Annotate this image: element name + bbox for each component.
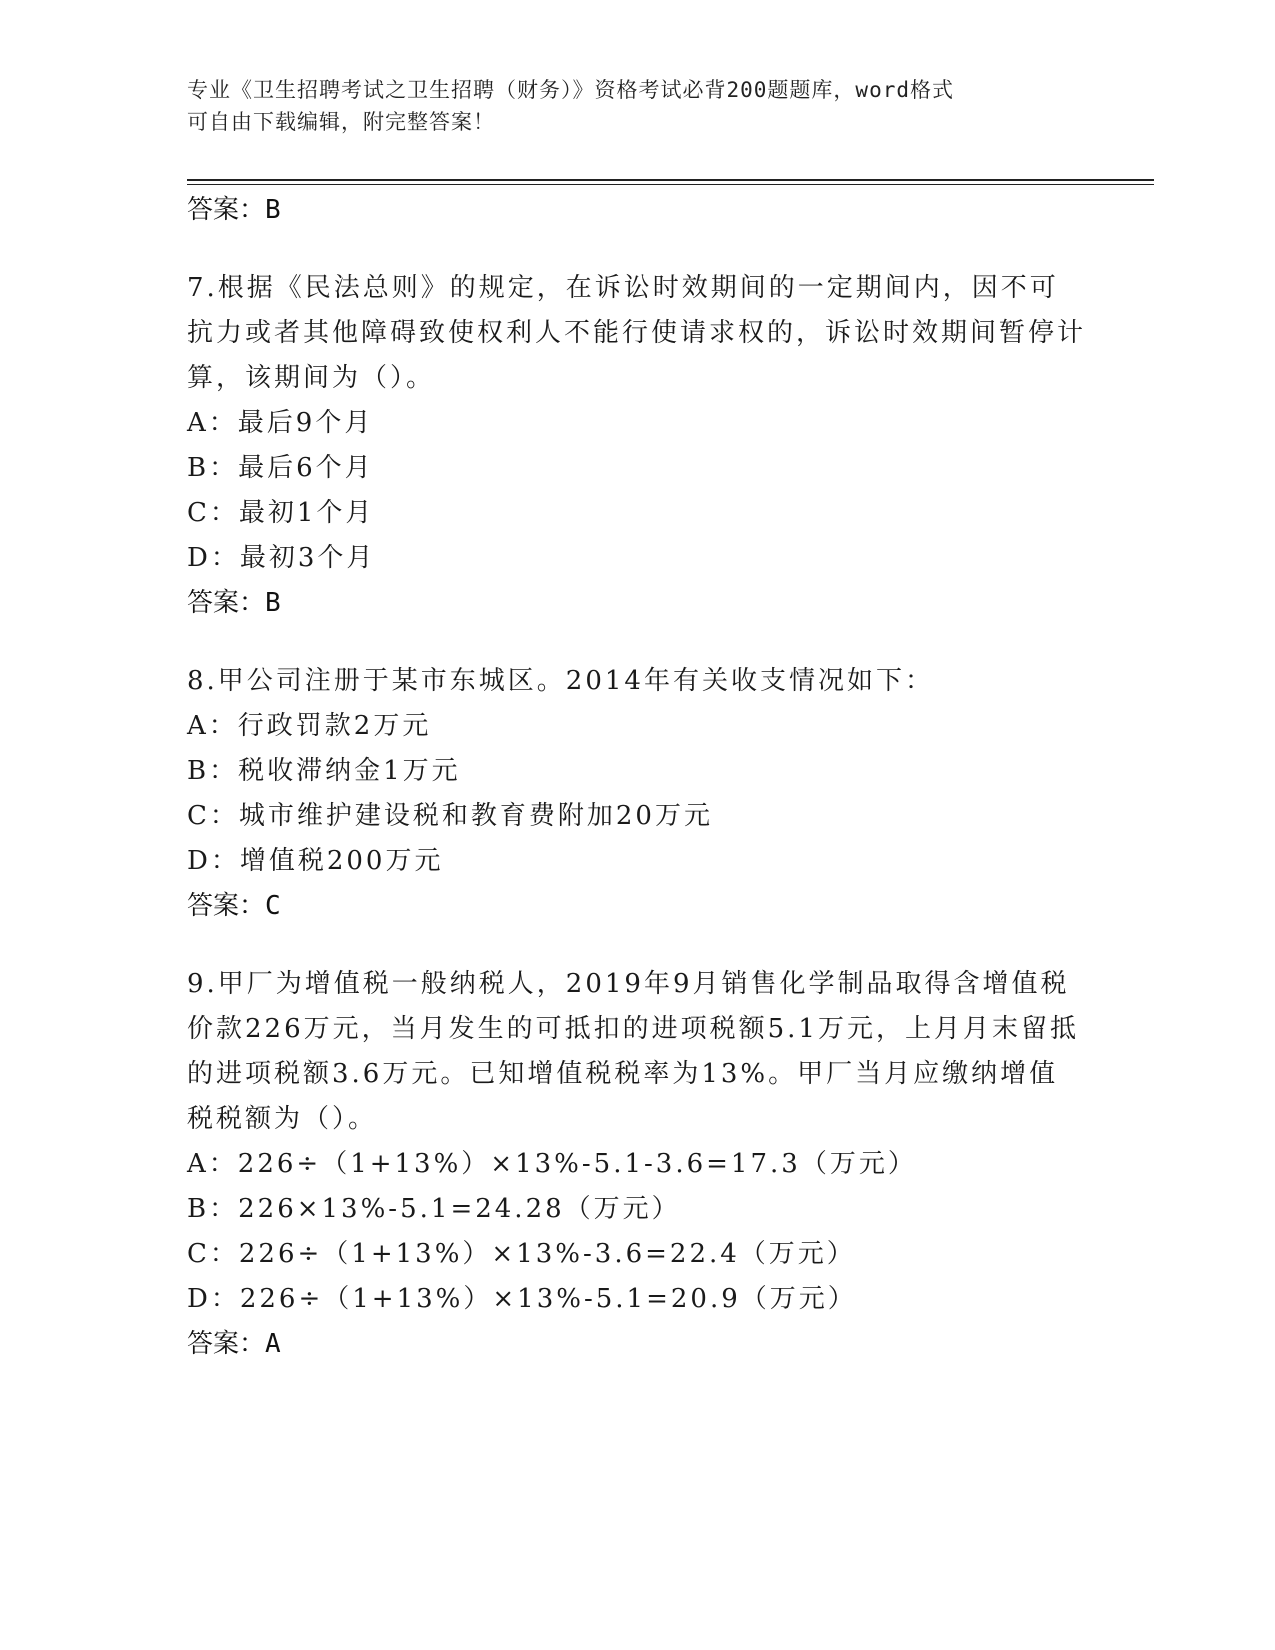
option-d: D：增值税200万元 [187,846,444,876]
option-d: D：226÷（1+13%）×13%-5.1=20.9（万元） [187,1284,857,1314]
option-b: B：最后6个月 [187,453,374,483]
header-line-2: 可自由下载编辑，附完整答案！ [187,110,495,134]
question-stem: 8.甲公司注册于某市东城区。2014年有关收支情况如下： [187,666,934,696]
header-divider-thin [187,184,1154,185]
question-answer: 答案：A [187,1329,281,1359]
question-stem: 7.根据《民法总则》的规定，在诉讼时效期间的一定期间内，因不可抗力或者其他障碍致使权利人不能行使请求权的，诉讼时效期间暂停计算，该期间为（）。 [187,273,1087,393]
option-c: C：最初1个月 [187,498,375,528]
option-d: D：最初3个月 [187,543,376,573]
option-a: A：最后9个月 [187,408,374,438]
question-answer: 答案：B [187,588,281,618]
option-a: A：226÷（1+13%）×13%-5.1-3.6=17.3（万元） [187,1149,917,1179]
header-line-1: 专业《卫生招聘考试之卫生招聘（财务）》资格考试必背200题题库，word格式 [187,78,954,102]
question-8 [187,659,1087,929]
header-divider-thick [187,179,1154,181]
option-b: B：税收滞纳金1万元 [187,756,461,786]
option-a: A：行政罚款2万元 [187,711,432,741]
previous-answer: 答案：B [187,195,281,225]
document-body [187,188,1087,1367]
question-9 [187,962,1087,1367]
option-c: C：226÷（1+13%）×13%-3.6=22.4（万元） [187,1239,856,1269]
question-answer: 答案：C [187,891,281,921]
question-stem: 9.甲厂为增值税一般纳税人，2019年9月销售化学制品取得含增值税价款226万元，当月发生的可抵扣的进项税额5.1万元，上月月末留抵的进项税额3.6万元。已知增值税税率为13%。甲厂当月应缴纳增值税税额为（）。 [187,969,1079,1134]
document-header [187,74,1067,138]
question-7 [187,266,1087,626]
option-b: B：226×13%-5.1=24.28（万元） [187,1194,681,1224]
option-c: C：城市维护建设税和教育费附加20万元 [187,801,713,831]
